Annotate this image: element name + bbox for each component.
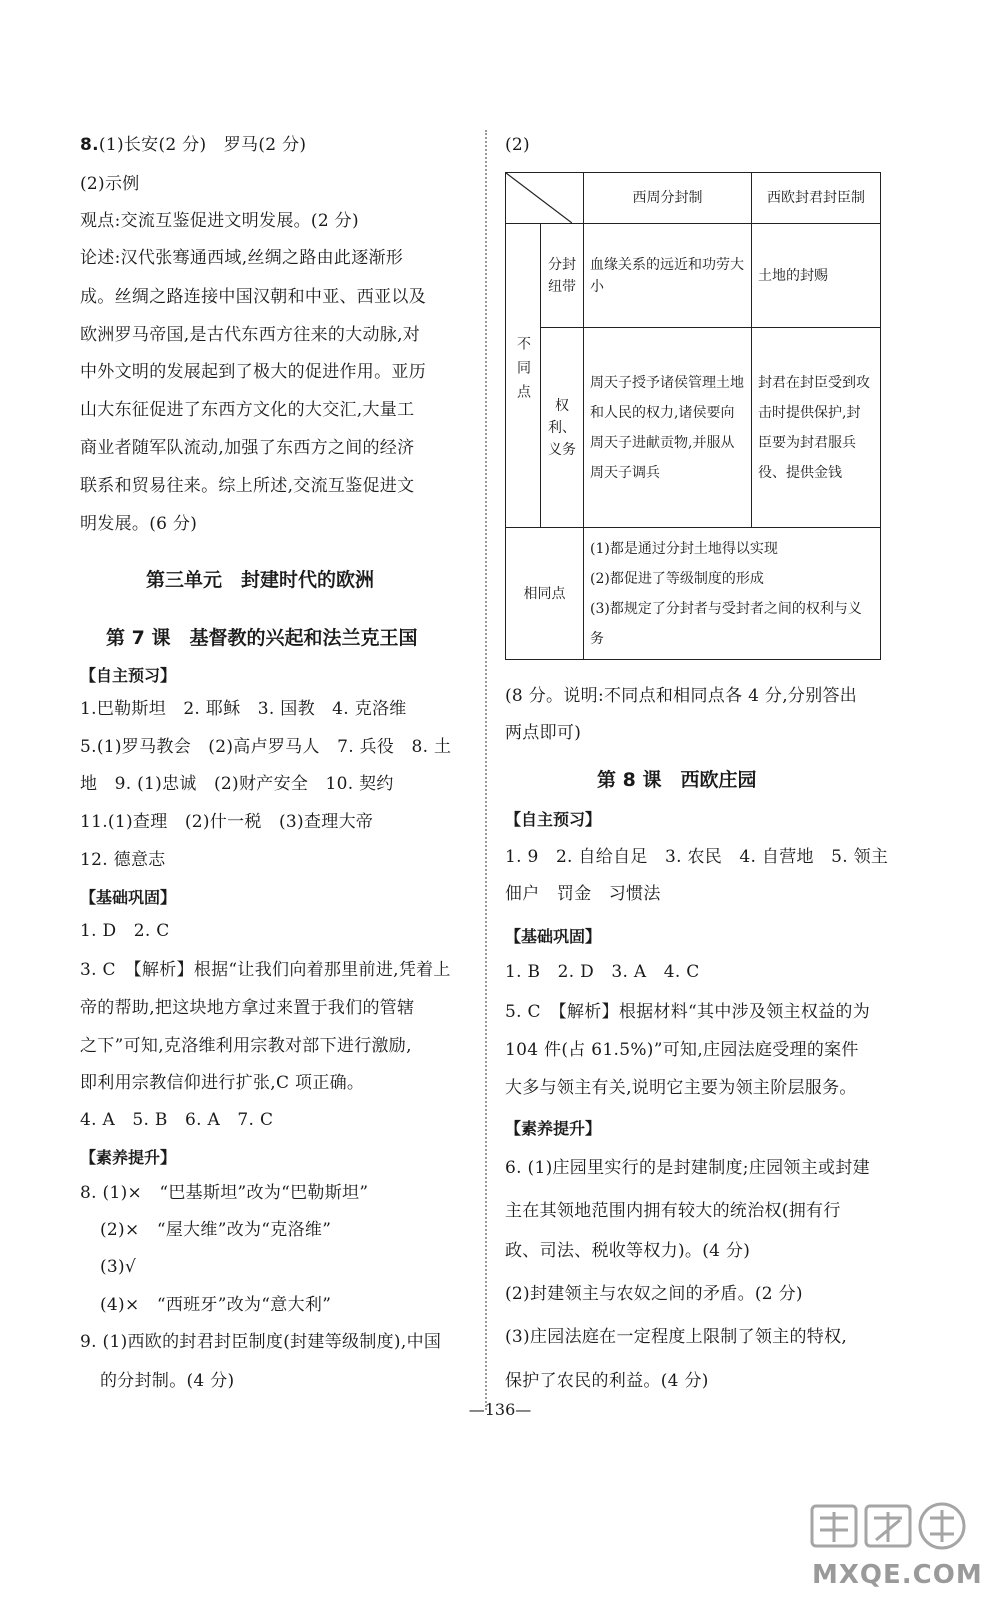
answer-line: (3)庄园法庭在一定程度上限制了领主的特权, (505, 1327, 848, 1347)
argument-line: 论述:汉代张骞通西域,丝绸之路由此逐渐形 (80, 248, 404, 268)
section-label: 【基础巩固】 (505, 927, 602, 946)
answer-line: 5. C 【解析】根据材料“其中涉及领主权益的为 (505, 1002, 871, 1022)
answer-line: 政、司法、税收等权力)。(4 分) (505, 1241, 751, 1261)
column-divider (485, 130, 487, 1410)
section-label: 【素养提升】 (80, 1148, 177, 1167)
unit-title: 第三单元 封建时代的欧洲 (146, 569, 375, 591)
answer-line: 保护了农民的利益。(4 分) (505, 1371, 709, 1391)
argument-line: 明发展。(6 分) (80, 514, 198, 534)
row2-cell1: 周天子授予诸侯管理土地和人民的权力,诸侯要向周天子进献贡物,并服从周天子调兵 (584, 328, 752, 528)
argument-line: 商业者随军队流动,加强了东西方之间的经济 (80, 438, 415, 458)
section-label: 【基础巩固】 (80, 888, 177, 907)
section-label: 【素养提升】 (505, 1119, 602, 1138)
row2-label: 权利、义务 (541, 328, 584, 528)
answer-line: 8. (1)× “巴基斯坦”改为“巴勒斯坦” (80, 1183, 369, 1203)
row1-cell2: 土地的封赐 (752, 224, 881, 328)
score-note: (8 分。说明:不同点和相同点各 4 分,分别答出 (505, 686, 858, 706)
answer-line: 104 件(占 61.5%)”可知,庄园法庭受理的案件 (505, 1040, 859, 1060)
answer-line: 1. D 2. C (80, 921, 170, 941)
part2-label: (2) (505, 135, 530, 155)
row1-label: 分封纽带 (541, 224, 584, 328)
answer-line: (2)封建领主与农奴之间的矛盾。(2 分) (505, 1284, 803, 1304)
argument-line: 成。丝绸之路连接中国汉朝和中亚、西亚以及 (80, 287, 426, 307)
row1-cell1: 血缘关系的远近和功劳大小 (584, 224, 752, 328)
watermark-text: MXQE.COM (812, 1560, 983, 1590)
diagonal-line (506, 173, 572, 223)
answer-line: 1.巴勒斯坦 2. 耶稣 3. 国教 4. 克洛维 (80, 699, 407, 719)
page-number: —136— (468, 1400, 532, 1419)
argument-line: 中外文明的发展起到了极大的促进作用。亚历 (80, 362, 426, 382)
section-label: 【自主预习】 (80, 666, 177, 685)
answer-line: 1. 9 2. 自给自足 3. 农民 4. 自营地 5. 领主 (505, 847, 889, 867)
section-label: 【自主预习】 (505, 810, 602, 829)
answer-line: (3)√ (100, 1257, 137, 1277)
same-label: 相同点 (506, 528, 584, 660)
answer-line: 11.(1)查理 (2)什一税 (3)查理大帝 (80, 812, 374, 832)
q8-part1: 8.(1)长安(2 分) 罗马(2 分) (80, 135, 307, 155)
answer-line: 地 9. (1)忠诚 (2)财产安全 10. 契约 (80, 774, 394, 794)
answer-line: (2)× “屋大维”改为“克洛维” (100, 1220, 332, 1240)
answer-line: 佃户 罚金 习惯法 (505, 884, 661, 904)
lesson8-title: 第 8 课 西欧庄园 (597, 769, 757, 791)
argument-line: 山大东征促进了东西方文化的大交汇,大量工 (80, 400, 415, 420)
col-header-2: 西欧封君封臣制 (752, 173, 881, 224)
answer-line: 即利用宗教信仰进行扩张,C 项正确。 (80, 1073, 365, 1093)
answer-line: 1. B 2. D 3. A 4. C (505, 962, 700, 982)
comparison-table (505, 172, 881, 660)
argument-line: 欧洲罗马帝国,是古代东西方往来的大动脉,对 (80, 325, 421, 345)
same-item: (1)都是通过分封土地得以实现 (590, 540, 778, 557)
lesson7-title: 第 7 课 基督教的兴起和法兰克王国 (106, 627, 418, 649)
row2-cell2: 封君在封臣受到攻击时提供保护,封臣要为封君服兵役、提供金钱 (752, 328, 881, 528)
answer-line: 主在其领地范围内拥有较大的统治权(拥有行 (505, 1201, 841, 1221)
answer-line: 5.(1)罗马教会 (2)高卢罗马人 7. 兵役 8. 土 (80, 737, 452, 757)
answer-line: 12. 德意志 (80, 850, 166, 870)
answer-line: 9. (1)西欧的封君封臣制度(封建等级制度),中国 (80, 1332, 442, 1352)
answer-line: 帝的帮助,把这块地方拿过来置于我们的管辖 (80, 998, 415, 1018)
same-item: (3)都规定了分封者与受封者之间的权利与义务 (590, 600, 862, 647)
viewpoint: 观点:交流互鉴促进文明发展。(2 分) (80, 211, 359, 231)
same-item: (2)都促进了等级制度的形成 (590, 570, 764, 587)
answer-line: 之下”可知,克洛维利用宗教对部下进行激励, (80, 1036, 412, 1056)
q8-part2: (2)示例 (80, 174, 140, 194)
answer-line: (4)× “西班牙”改为“意大利” (100, 1295, 332, 1315)
answer-line: 4. A 5. B 6. A 7. C (80, 1110, 274, 1130)
answer-line: 的分封制。(4 分) (100, 1371, 235, 1391)
answer-line: 大多与领主有关,说明它主要为领主阶层服务。 (505, 1078, 857, 1098)
same-cell (584, 528, 881, 660)
answer-line: 6. (1)庄园里实行的是封建制度;庄园领主或封建 (505, 1158, 870, 1178)
score-note: 两点即可) (505, 723, 582, 743)
answer-line: 3. C 【解析】根据“让我们向着那里前进,凭着上 (80, 960, 451, 980)
corner-cell (506, 173, 584, 224)
argument-line: 联系和贸易往来。综上所述,交流互鉴促进文 (80, 476, 415, 496)
diff-label: 不同点 (506, 224, 541, 528)
col-header-1: 西周分封制 (584, 173, 752, 224)
